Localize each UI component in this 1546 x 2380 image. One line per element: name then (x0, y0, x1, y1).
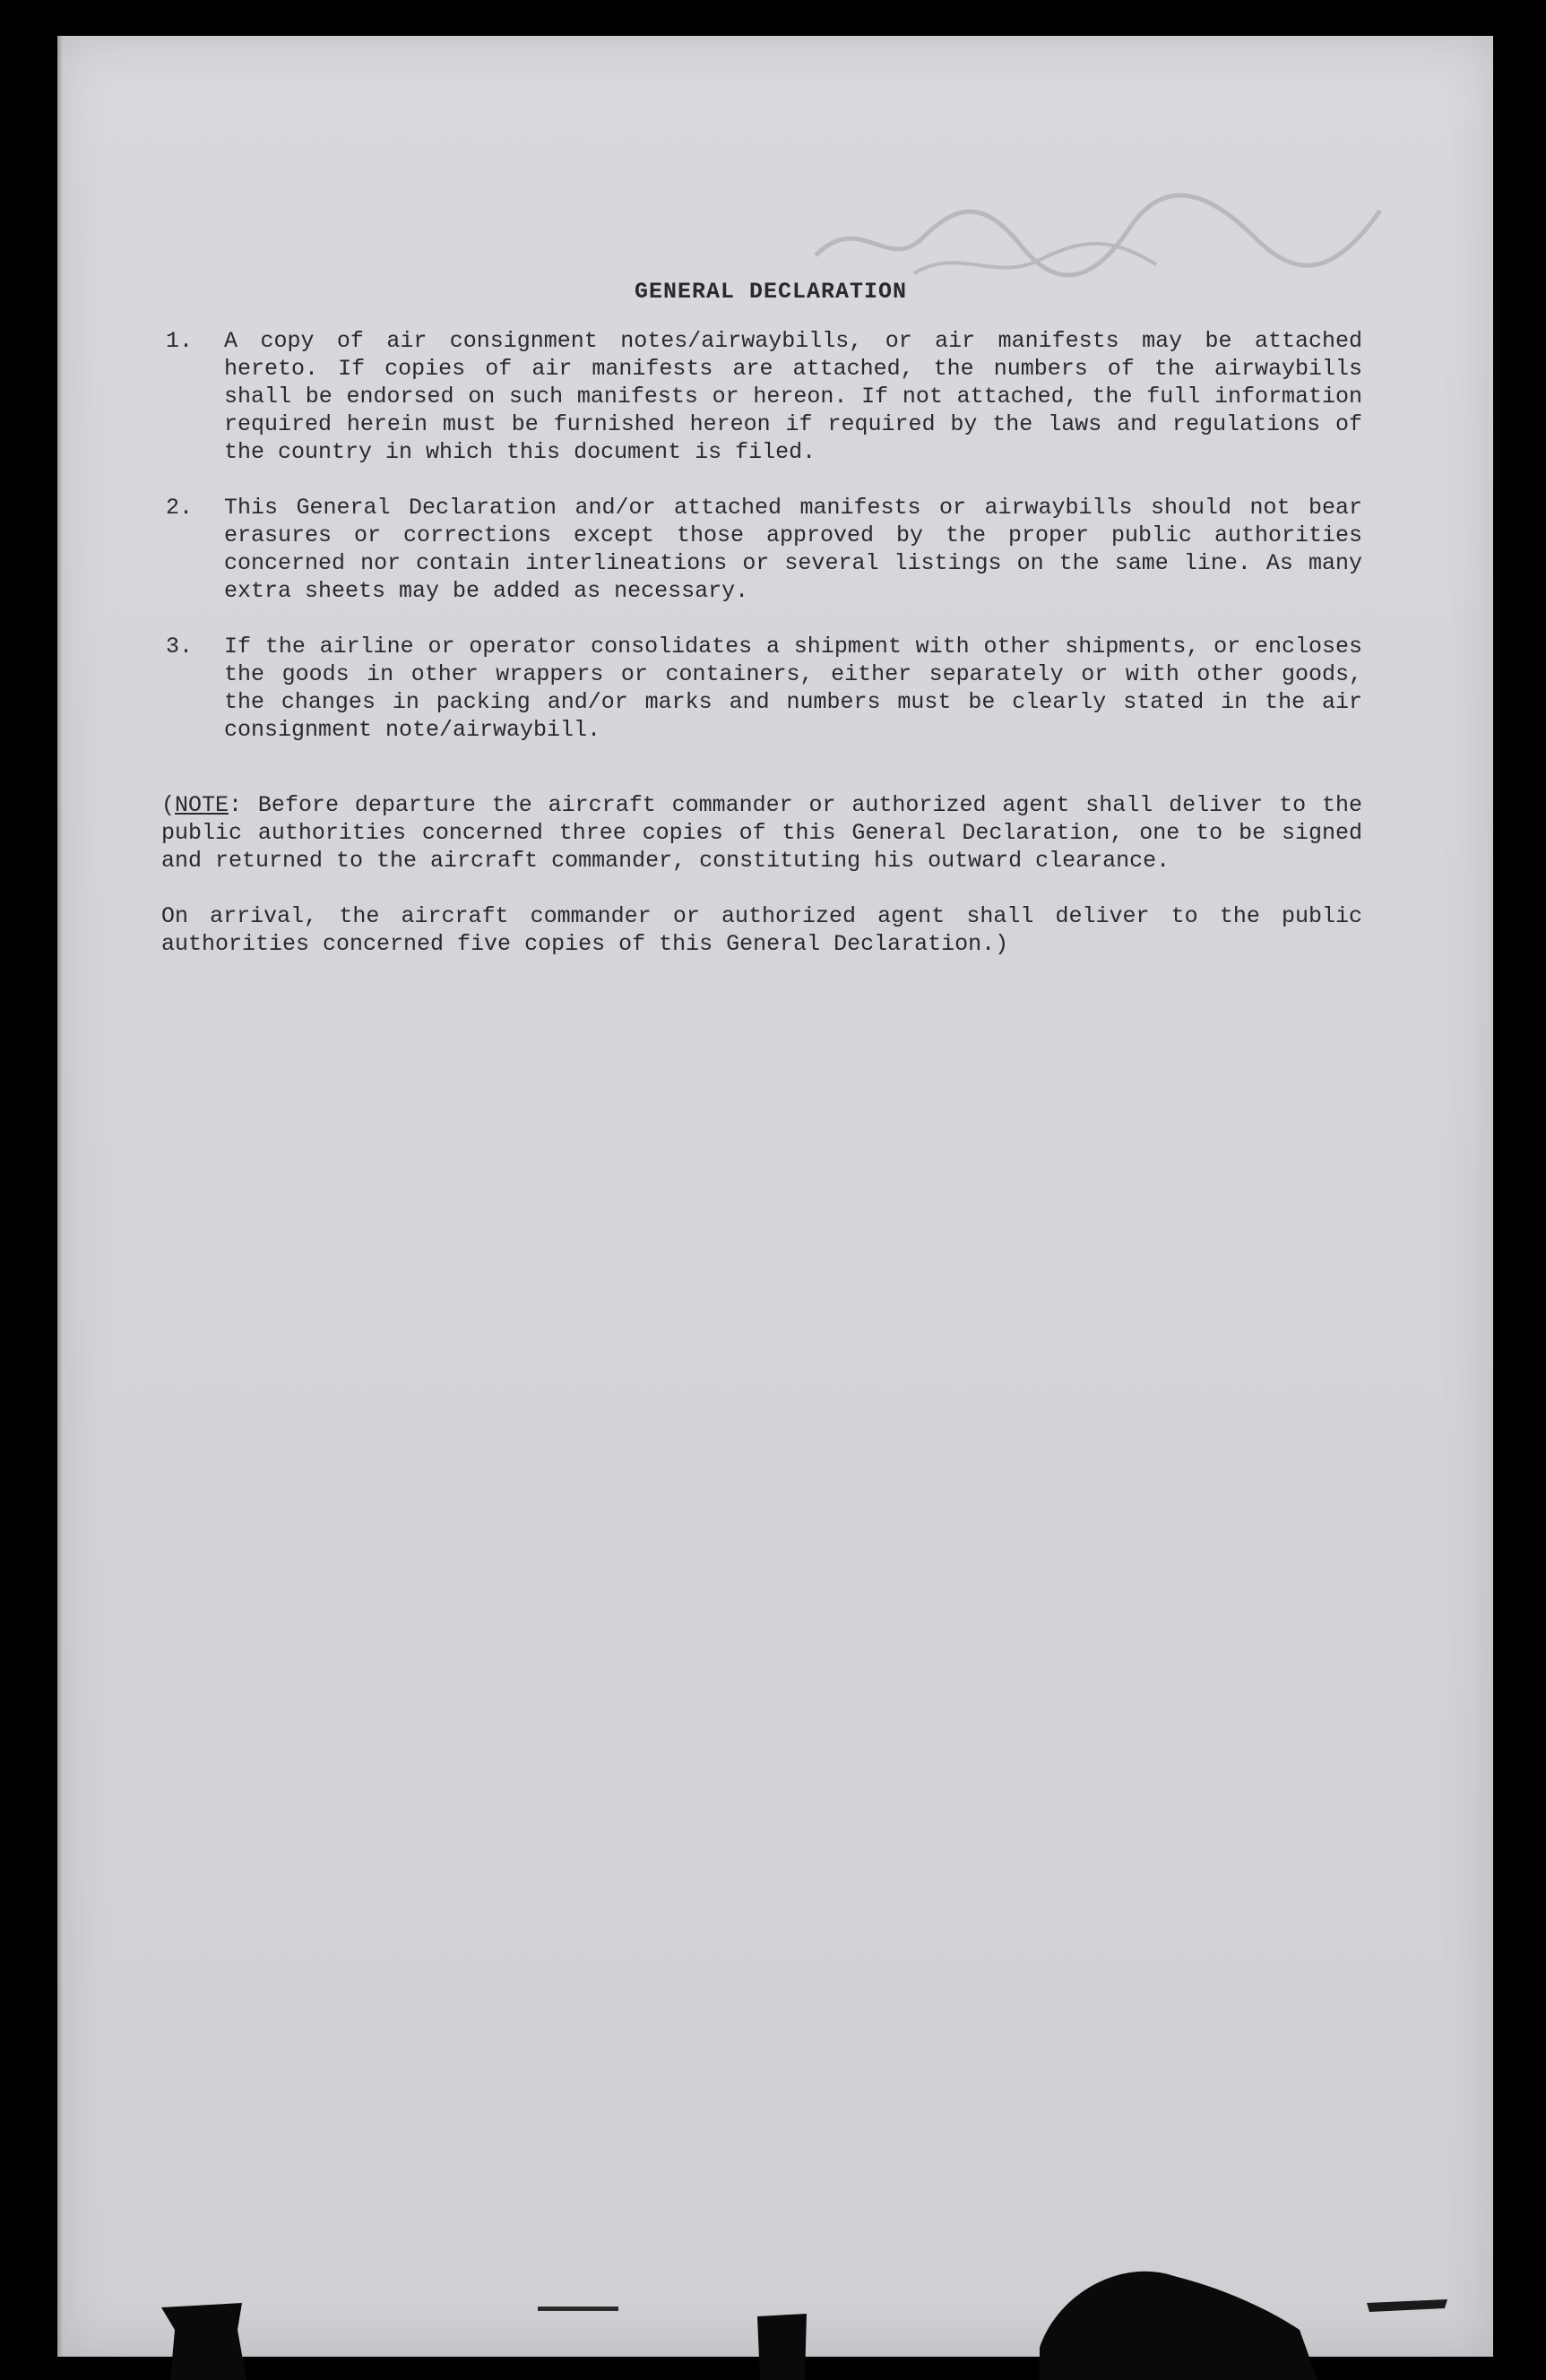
paper-edge (57, 36, 63, 2357)
item-number: 1. (166, 328, 194, 354)
item-number: 2. (166, 495, 194, 521)
item-number: 3. (166, 634, 194, 660)
document-title: GENERAL DECLARATION (634, 279, 908, 305)
item-text: This General Declaration and/or attached manifests or airwaybills should not bear erasures or corrections except those approved by the proper public authorities concerned nor contain interlineations or several listings on the same line. As many extra sheets may be added as necessary. (224, 495, 1362, 604)
general-declaration-text (161, 278, 1362, 958)
note-open-paren: ( (161, 792, 176, 818)
instruction-item-3 (161, 633, 1362, 744)
note-text: : Before departure the aircraft commander or authorized agent shall deliver to the public authorities concerned three copies of this General Declaration, one to be signed and returned to the aircraft commander, constituting his outward clearance. (161, 792, 1362, 874)
note-label: NOTE (175, 792, 229, 818)
instruction-item-1 (161, 327, 1362, 466)
departure-note (161, 791, 1362, 875)
instruction-item-2 (161, 494, 1362, 605)
item-text: A copy of air consignment notes/airwaybills, or air manifests may be attached hereto. If copies of air manifests are attached, the numbers of the airwaybills shall be endorsed on such manifests or hereon. If not attached, the full information required herein must be furnished hereon if required by the laws and regulations of the country in which this document is filed. (224, 328, 1362, 465)
arrival-note: On arrival, the aircraft commander or authorized agent shall deliver to the public authorities concerned five copies of this General Declaration.) (161, 903, 1362, 957)
item-text: If the airline or operator consolidates a shipment with other shipments, or encloses the goods in other wrappers or containers, either separately or with other goods, the changes in packing and/or marks and numbers must be clearly stated in the air consignment note/airwaybill. (224, 634, 1362, 743)
